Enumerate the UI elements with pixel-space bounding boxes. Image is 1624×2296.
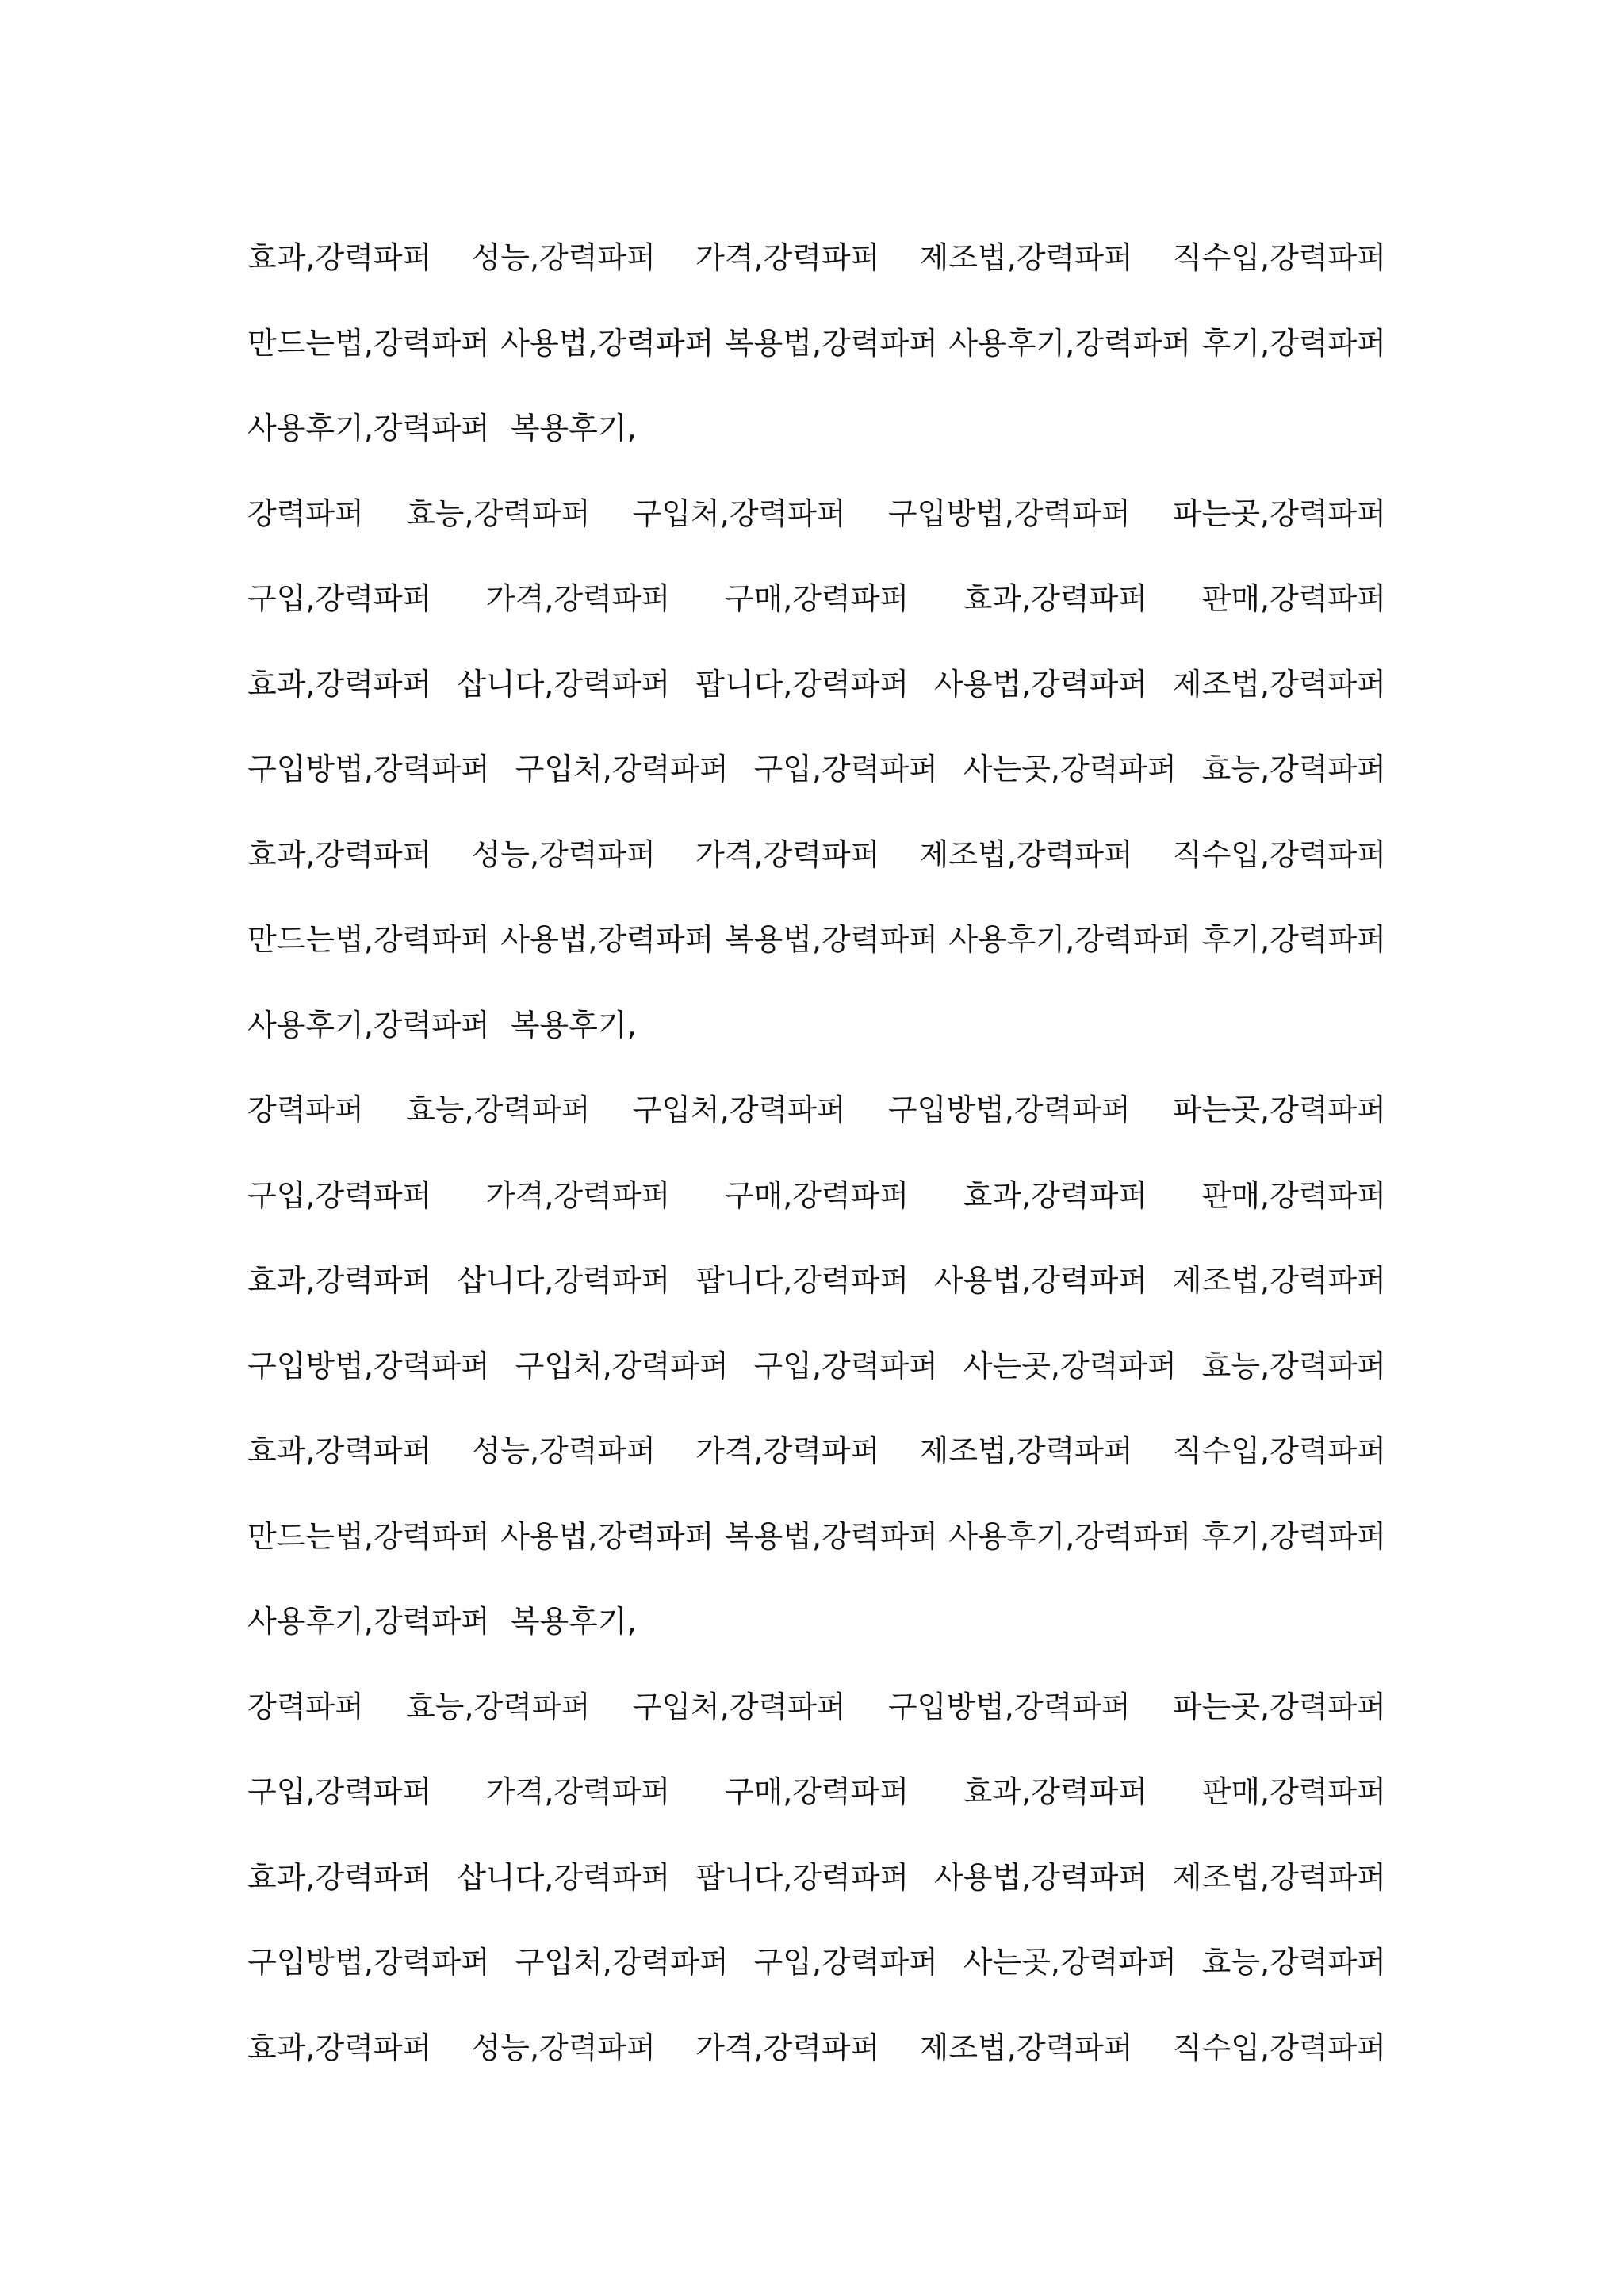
keyword-phrase: 강력파퍼 [247,1689,364,1724]
text-line [247,1917,1386,2003]
keyword-phrase: 팝니다,강력파퍼 [695,1859,910,1895]
keyword-phrase: 사용후기,강력파퍼 [948,1518,1192,1554]
text-line [247,809,1386,895]
text-line [247,1235,1386,1321]
text-line [247,1065,1386,1150]
keyword-phrase: 효과,강력파퍼 [247,836,432,872]
keyword-text-block [247,212,1386,2087]
keyword-phrase: 구입,강력파퍼 [247,1177,432,1213]
keyword-phrase: 사용법,강력파퍼 [934,1859,1148,1895]
keyword-phrase: 구입처,강력파퍼 [632,1689,846,1724]
keyword-phrase: 가격,강력파퍼 [695,2030,880,2065]
keyword-phrase: 가격,강력파퍼 [485,581,671,617]
keyword-phrase: 복용후기, [510,1604,637,1640]
keyword-phrase: 사용법,강력파퍼 [500,1518,714,1554]
keyword-phrase: 파는곳,강력파퍼 [1172,1093,1386,1128]
keyword-phrase: 구입,강력파퍼 [753,752,938,787]
keyword-phrase: 복용법,강력파퍼 [724,1518,938,1554]
text-line [247,1321,1386,1406]
keyword-phrase: 제조법,강력파퍼 [919,836,1133,872]
keyword-phrase: 효능,강력파퍼 [406,496,591,531]
keyword-phrase: 효능,강력파퍼 [1201,752,1386,787]
keyword-phrase: 강력파퍼 [247,1093,364,1128]
keyword-phrase: 효과,강력파퍼 [963,1177,1148,1213]
keyword-phrase: 가격,강력파퍼 [695,836,880,872]
text-line [247,1576,1386,1662]
keyword-phrase: 효과,강력파퍼 [247,1859,432,1895]
text-line [247,469,1386,554]
keyword-phrase: 사용후기,강력파퍼 [948,922,1192,958]
text-line [247,724,1386,809]
keyword-phrase: 가격,강력파퍼 [695,240,880,276]
keyword-phrase: 파는곳,강력파퍼 [1172,1689,1386,1724]
keyword-phrase: 후기,강력파퍼 [1201,325,1386,361]
keyword-phrase: 삽니다,강력파퍼 [457,1263,671,1299]
text-line [247,553,1386,639]
keyword-phrase: 사용법,강력파퍼 [934,1263,1148,1299]
keyword-phrase: 효과,강력파퍼 [963,581,1148,617]
keyword-phrase: 성능,강력파퍼 [471,240,656,276]
text-line [247,980,1386,1066]
keyword-phrase: 직수입,강력파퍼 [1172,240,1386,276]
keyword-phrase: 구매,강력파퍼 [724,581,910,617]
keyword-phrase: 구입방법,강력파퍼 [887,1689,1131,1724]
keyword-phrase: 구입처,강력파퍼 [515,1348,729,1383]
keyword-phrase: 사용후기,강력파퍼 [247,411,490,446]
keyword-phrase: 팝니다,강력파퍼 [695,1263,910,1299]
keyword-phrase: 성능,강력파퍼 [471,2030,656,2065]
keyword-phrase: 사용후기,강력파퍼 [247,1604,490,1640]
keyword-phrase: 만드는법,강력파퍼 [247,922,490,958]
keyword-phrase: 제조법,강력파퍼 [1172,1859,1386,1895]
keyword-phrase: 후기,강력파퍼 [1201,1518,1386,1554]
keyword-phrase: 구입방법,강력파퍼 [247,752,490,787]
keyword-phrase: 구입방법,강력파퍼 [247,1348,490,1383]
keyword-phrase: 효과,강력파퍼 [247,240,432,276]
keyword-phrase: 효과,강력파퍼 [247,2030,432,2065]
keyword-phrase: 제조법,강력파퍼 [919,240,1133,276]
keyword-phrase: 구입방법,강력파퍼 [247,1945,490,1980]
keyword-phrase: 구입,강력파퍼 [753,1945,938,1980]
keyword-phrase: 사는곳,강력파퍼 [963,1348,1177,1383]
keyword-phrase: 복용후기, [510,1007,637,1043]
keyword-phrase: 구입,강력파퍼 [247,1774,432,1810]
keyword-phrase: 가격,강력파퍼 [485,1177,671,1213]
keyword-phrase: 사용법,강력파퍼 [500,325,714,361]
keyword-phrase: 팝니다,강력파퍼 [695,666,910,702]
keyword-phrase: 효능,강력파퍼 [1201,1348,1386,1383]
keyword-phrase: 제조법,강력파퍼 [1172,1263,1386,1299]
keyword-phrase: 효과,강력파퍼 [247,1263,432,1299]
keyword-phrase: 효과,강력파퍼 [247,666,432,702]
keyword-phrase: 판매,강력파퍼 [1201,1774,1386,1810]
keyword-phrase: 복용법,강력파퍼 [724,922,938,958]
keyword-phrase: 사용후기,강력파퍼 [948,325,1192,361]
keyword-phrase: 삽니다,강력파퍼 [457,666,671,702]
text-line [247,212,1386,298]
keyword-phrase: 파는곳,강력파퍼 [1172,496,1386,531]
keyword-phrase: 삽니다,강력파퍼 [457,1859,671,1895]
keyword-phrase: 가격,강력파퍼 [485,1774,671,1810]
keyword-phrase: 성능,강력파퍼 [471,836,656,872]
text-line [247,2003,1386,2088]
text-line [247,1150,1386,1236]
text-line [247,1747,1386,1832]
text-line [247,894,1386,980]
text-line [247,1491,1386,1577]
keyword-phrase: 구입처,강력파퍼 [515,1945,729,1980]
text-line [247,298,1386,384]
keyword-phrase: 사용법,강력파퍼 [934,666,1148,702]
keyword-phrase: 강력파퍼 [247,496,364,531]
keyword-phrase: 구입처,강력파퍼 [632,1093,846,1128]
keyword-phrase: 사는곳,강력파퍼 [963,752,1177,787]
keyword-phrase: 사는곳,강력파퍼 [963,1945,1177,1980]
keyword-phrase: 효능,강력파퍼 [406,1689,591,1724]
keyword-phrase: 효능,강력파퍼 [1201,1945,1386,1980]
text-line [247,1662,1386,1747]
keyword-phrase: 구입처,강력파퍼 [515,752,729,787]
keyword-phrase: 구입방법,강력파퍼 [887,496,1131,531]
keyword-phrase: 사용후기,강력파퍼 [247,1007,490,1043]
keyword-phrase: 판매,강력파퍼 [1201,581,1386,617]
text-line [247,639,1386,725]
keyword-phrase: 복용법,강력파퍼 [724,325,938,361]
text-line [247,383,1386,469]
keyword-phrase: 구매,강력파퍼 [724,1177,910,1213]
text-line [247,1406,1386,1491]
keyword-phrase: 직수입,강력파퍼 [1172,2030,1386,2065]
keyword-phrase: 구입,강력파퍼 [247,581,432,617]
keyword-phrase: 제조법,강력파퍼 [919,2030,1133,2065]
keyword-phrase: 구입방법,강력파퍼 [887,1093,1131,1128]
keyword-phrase: 사용법,강력파퍼 [500,922,714,958]
keyword-phrase: 제조법,강력파퍼 [1172,666,1386,702]
text-line [247,1832,1386,1918]
keyword-phrase: 후기,강력파퍼 [1201,922,1386,958]
keyword-phrase: 만드는법,강력파퍼 [247,325,490,361]
keyword-phrase: 복용후기, [510,411,637,446]
keyword-phrase: 구매,강력파퍼 [724,1774,910,1810]
keyword-phrase: 구입,강력파퍼 [753,1348,938,1383]
keyword-phrase: 효과,강력파퍼 [247,1433,432,1469]
keyword-phrase: 판매,강력파퍼 [1201,1177,1386,1213]
keyword-phrase: 효능,강력파퍼 [406,1093,591,1128]
keyword-phrase: 제조법,강력파퍼 [919,1433,1133,1469]
keyword-phrase: 구입처,강력파퍼 [632,496,846,531]
keyword-phrase: 성능,강력파퍼 [471,1433,656,1469]
keyword-phrase: 직수입,강력파퍼 [1172,1433,1386,1469]
keyword-phrase: 직수입,강력파퍼 [1172,836,1386,872]
keyword-phrase: 만드는법,강력파퍼 [247,1518,490,1554]
keyword-phrase: 가격,강력파퍼 [695,1433,880,1469]
keyword-phrase: 효과,강력파퍼 [963,1774,1148,1810]
